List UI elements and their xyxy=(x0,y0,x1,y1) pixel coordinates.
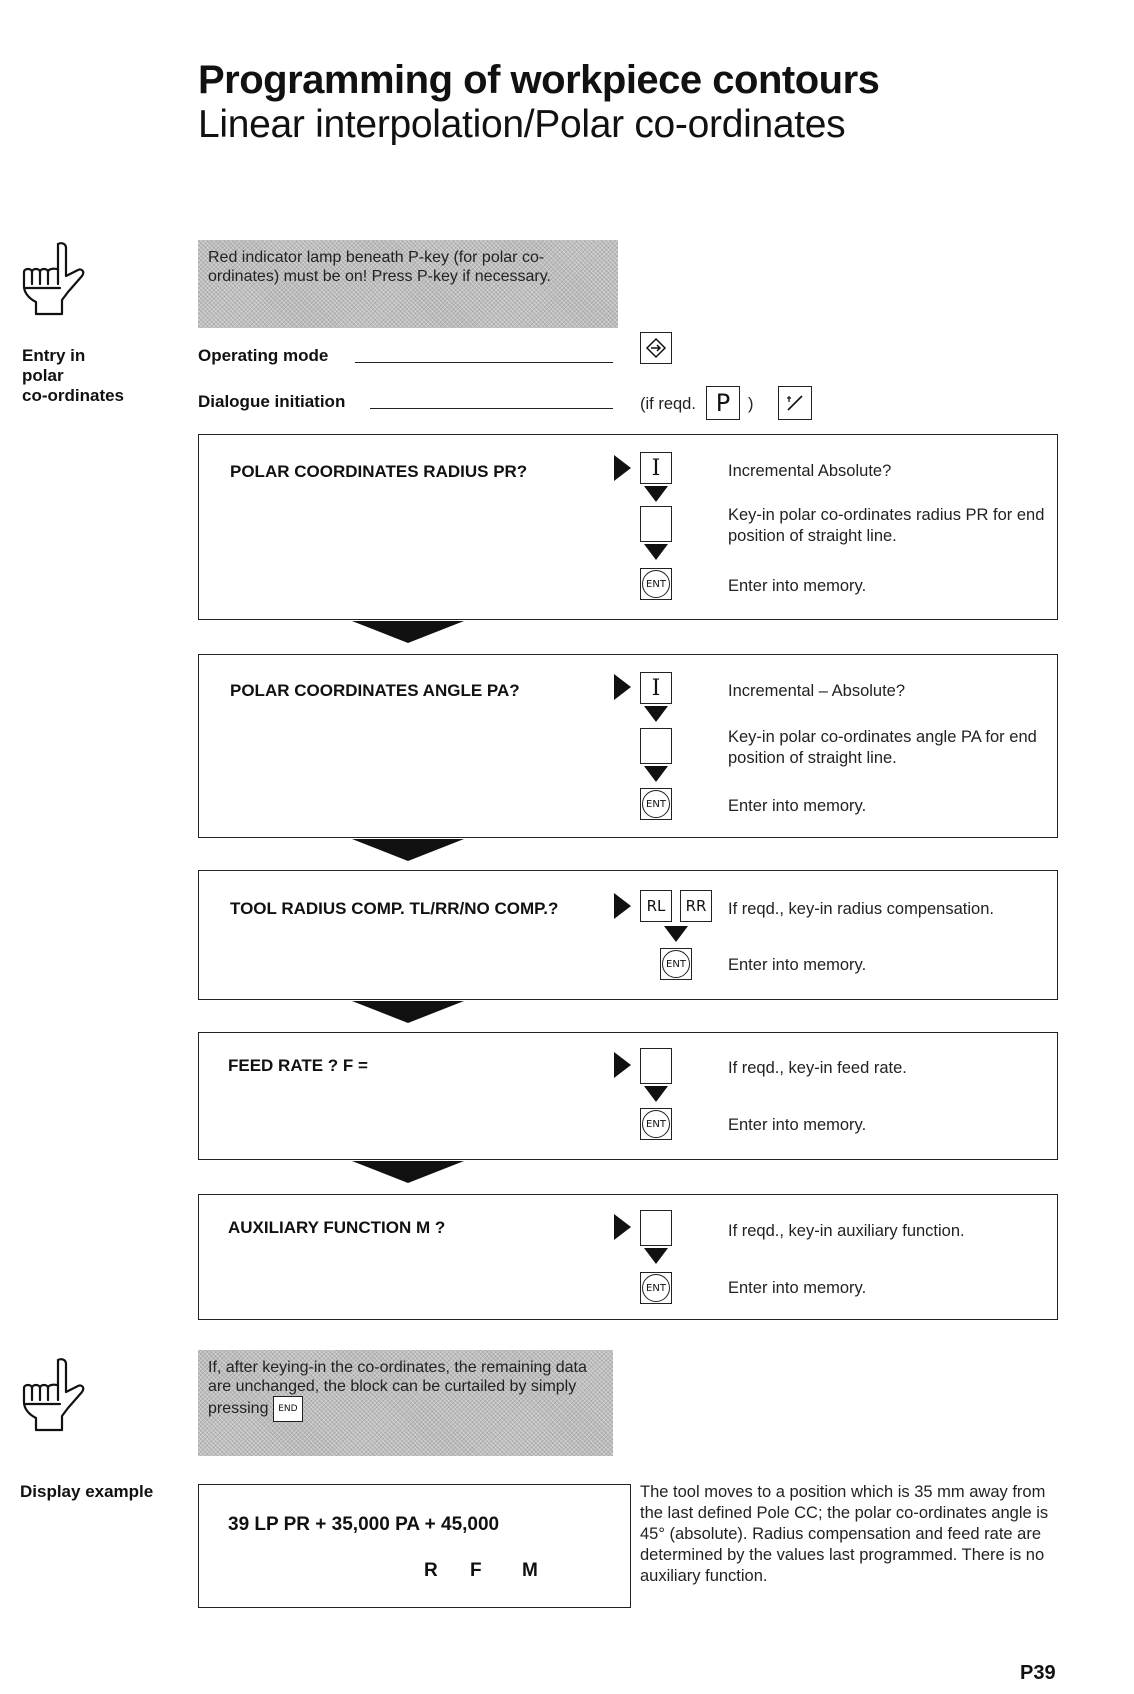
arrow-down-icon xyxy=(644,1086,668,1102)
pointing-hand-icon xyxy=(20,240,86,318)
flow-connector-icon xyxy=(352,1001,464,1023)
programming-mode-icon xyxy=(645,337,667,359)
pointing-hand-icon xyxy=(20,1356,86,1434)
flow-connector-icon xyxy=(352,839,464,861)
ent-key[interactable] xyxy=(640,1108,672,1140)
straight-line-icon xyxy=(784,392,806,414)
flow-connector-icon xyxy=(352,621,464,643)
page-title: Programming of workpiece contours xyxy=(198,58,880,102)
arrow-right-icon xyxy=(614,455,631,481)
desc-key-in-auxiliary: If reqd., key-in auxiliary function. xyxy=(728,1222,965,1240)
close-paren-text: ) xyxy=(748,395,754,413)
operating-mode-label: Operating mode xyxy=(198,346,329,365)
ent-icon: ENT xyxy=(642,790,670,818)
page-number: P39 xyxy=(1020,1662,1056,1684)
note-curtail-text: If, after keying-in the co-ordinates, the remaining data are unchanged, the block can be curtailed by simply pressing xyxy=(208,1359,587,1418)
prompt-polar-radius: POLAR COORDINATES RADIUS PR? xyxy=(230,462,528,481)
section-label-display: Display example xyxy=(20,1482,154,1501)
display-f: F xyxy=(470,1560,482,1581)
value-entry-key[interactable] xyxy=(640,728,672,764)
incremental-key[interactable]: I xyxy=(640,452,672,484)
desc-key-in-feed-rate: If reqd., key-in feed rate. xyxy=(728,1059,907,1077)
desc-key-in-radius: Key-in polar co-ordinates radius PR for end position of straight line. xyxy=(728,506,1045,545)
display-explanation: The tool moves to a position which is 35 mm away from the last defined Pole CC; the polar co-ordinates angle is 45° (absolute). Radius compensation and feed rate are determined by the values last programmed. There is no auxiliary function. xyxy=(640,1483,1049,1585)
value-entry-key[interactable] xyxy=(640,506,672,542)
desc-enter-memory: Enter into memory. xyxy=(728,956,867,974)
section-label-entry xyxy=(22,346,124,406)
arrow-right-icon xyxy=(614,1214,631,1240)
radius-comp-right-key[interactable]: RR xyxy=(680,890,712,922)
dialogue-initiation-label: Dialogue initiation xyxy=(198,392,346,411)
display-m: M xyxy=(522,1560,538,1581)
arrow-down-icon xyxy=(664,926,688,942)
dialog-panel-auxiliary xyxy=(198,1194,1058,1320)
arrow-down-icon xyxy=(644,1248,668,1264)
ent-key[interactable] xyxy=(660,948,692,980)
desc-key-in-angle: Key-in polar co-ordinates angle PA for end position of straight line. xyxy=(728,728,1037,767)
desc-enter-memory: Enter into memory. xyxy=(728,1116,867,1134)
ent-icon: ENT xyxy=(642,1110,670,1138)
prompt-polar-angle: POLAR COORDINATES ANGLE PA? xyxy=(230,681,520,700)
programming-mode-key[interactable] xyxy=(640,332,672,364)
display-example-box xyxy=(198,1484,631,1608)
dialogue-initiation-leader xyxy=(370,408,613,409)
value-entry-key[interactable] xyxy=(640,1210,672,1246)
arrow-down-icon xyxy=(644,486,668,502)
ent-key[interactable] xyxy=(640,1272,672,1304)
incremental-key[interactable]: I xyxy=(640,672,672,704)
arrow-right-icon xyxy=(614,674,631,700)
desc-enter-memory: Enter into memory. xyxy=(728,797,867,815)
ent-key[interactable] xyxy=(640,788,672,820)
ent-icon: ENT xyxy=(662,950,690,978)
line-key[interactable] xyxy=(778,386,812,420)
ent-icon: ENT xyxy=(642,1274,670,1302)
display-r: R xyxy=(424,1560,438,1581)
desc-key-in-radius-comp: If reqd., key-in radius compensation. xyxy=(728,900,994,918)
ent-key[interactable] xyxy=(640,568,672,600)
p-key[interactable]: P xyxy=(706,386,740,420)
value-entry-key[interactable] xyxy=(640,1048,672,1084)
display-block-line: 39 LP PR + 35,000 PA + 45,000 xyxy=(228,1514,500,1535)
page-subtitle: Linear interpolation/Polar co-ordinates xyxy=(198,103,846,146)
operating-mode-leader xyxy=(355,362,613,363)
dialog-panel-radius-comp xyxy=(198,870,1058,1000)
radius-comp-left-key[interactable]: RL xyxy=(640,890,672,922)
arrow-down-icon xyxy=(644,544,668,560)
note-curtail-block xyxy=(198,1350,613,1456)
desc-incremental: Incremental Absolute? xyxy=(728,462,892,480)
prompt-feed-rate: FEED RATE ? F = xyxy=(228,1056,368,1075)
entry-label-line: polar xyxy=(22,366,64,385)
desc-enter-memory: Enter into memory. xyxy=(728,1279,867,1297)
prompt-auxiliary-function: AUXILIARY FUNCTION M ? xyxy=(228,1218,446,1237)
desc-enter-memory: Enter into memory. xyxy=(728,577,867,595)
note-polar-lamp: Red indicator lamp beneath P-key (for polar co-ordinates) must be on! Press P-key if necessary. xyxy=(198,240,618,328)
arrow-down-icon xyxy=(644,706,668,722)
prompt-tool-radius-comp: TOOL RADIUS COMP. TL/RR/NO COMP.? xyxy=(230,899,559,918)
entry-label-line: Entry in xyxy=(22,346,86,365)
end-key[interactable]: END xyxy=(273,1396,303,1422)
desc-incremental: Incremental – Absolute? xyxy=(728,682,906,700)
arrow-right-icon xyxy=(614,1052,631,1078)
ent-icon: ENT xyxy=(642,570,670,598)
entry-label-line: co-ordinates xyxy=(22,386,125,405)
if-reqd-text: (if reqd. xyxy=(640,395,696,413)
arrow-down-icon xyxy=(644,766,668,782)
flow-connector-icon xyxy=(352,1161,464,1183)
arrow-right-icon xyxy=(614,893,631,919)
